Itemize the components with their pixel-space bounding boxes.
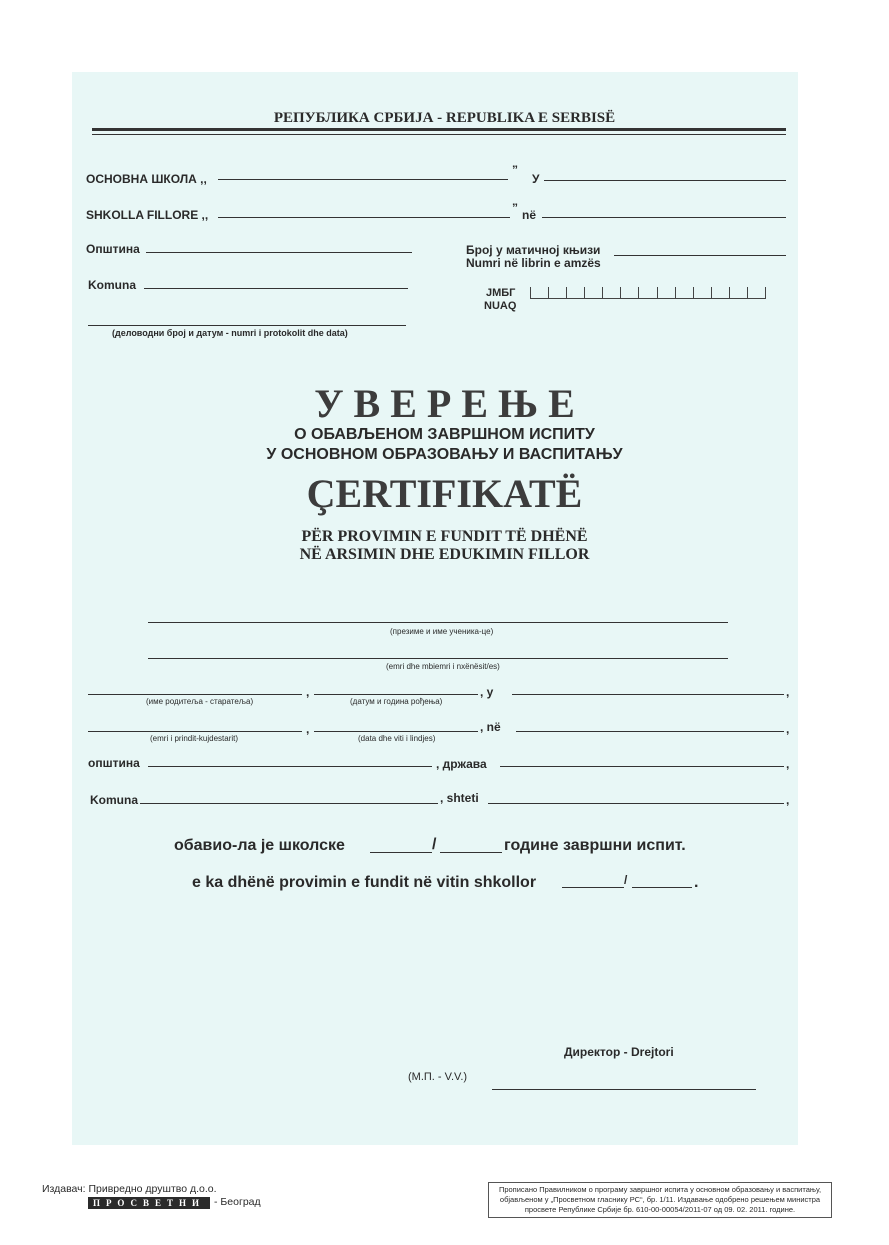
register-sr-label: Број у матичној књизи bbox=[466, 243, 601, 257]
school-sq-in-label: në bbox=[522, 208, 537, 222]
student-drzava-line[interactable] bbox=[500, 766, 784, 767]
student-name-sq-caption: (emri dhe mbiemri i nxënësit/es) bbox=[386, 662, 500, 671]
birth-place-sq-line[interactable] bbox=[516, 731, 784, 732]
parent-sr-comma: , bbox=[306, 685, 310, 699]
director-signature-line[interactable] bbox=[492, 1089, 756, 1090]
parent-sr-caption: (име родитеља - старатеља) bbox=[146, 697, 254, 706]
stamp-label: (М.П. - V.V.) bbox=[408, 1071, 468, 1083]
student-name-sq-line[interactable] bbox=[148, 658, 728, 659]
school-sq-label: SHKOLLA FILLORE ,, bbox=[86, 208, 209, 222]
certificate-subtitle-sr-1: О ОБАВЉЕНОМ ЗАВРШНОМ ИСПИТУ bbox=[294, 426, 595, 443]
publisher-city: - Београд bbox=[214, 1196, 261, 1208]
birth-place-sr-line[interactable] bbox=[512, 694, 784, 695]
opstina-line[interactable] bbox=[146, 252, 412, 253]
student-opstina-line[interactable] bbox=[148, 766, 432, 767]
birth-sr-line[interactable] bbox=[314, 694, 478, 695]
parent-sr-line[interactable] bbox=[88, 694, 302, 695]
certificate-sheet bbox=[72, 72, 798, 1145]
legal-notice-line-3: просвете Републике Србије бр. 610-00-00054/2011-07 од 09. 02. 2011. године. bbox=[524, 1205, 796, 1214]
protocol-caption: (деловодни број и датум - numri i protokolit dhe data) bbox=[112, 328, 348, 338]
school-sq-name-line[interactable] bbox=[218, 217, 510, 218]
school-sr-in-label: У bbox=[532, 172, 540, 186]
student-komuna-line[interactable] bbox=[140, 803, 438, 804]
protocol-line[interactable] bbox=[88, 325, 406, 326]
student-name-sr-caption: (презиме и име ученика-це) bbox=[390, 627, 494, 636]
completion-sr-year-1-line[interactable] bbox=[370, 852, 432, 853]
student-opstina-label: општина bbox=[88, 756, 140, 770]
completion-sq-year-1-line[interactable] bbox=[562, 887, 624, 888]
komuna-line[interactable] bbox=[144, 288, 408, 289]
student-drzava-label: , држава bbox=[436, 757, 487, 771]
legal-notice-line-1: Прописано Правилником о програму завршног испита у основном образовању и васпитању, bbox=[498, 1185, 822, 1194]
completion-sr-slash: / bbox=[432, 836, 437, 853]
legal-notice-line-2: објављеном у „Просветном гласнику РС“, бр. 1/11. Издавање одобрено решењем министра bbox=[499, 1195, 821, 1204]
school-sr-place-line[interactable] bbox=[544, 180, 786, 181]
completion-sq-before: e ka dhënë provimin e fundit në vitin shkollor bbox=[192, 874, 537, 891]
school-sq-close-quote: ” bbox=[512, 201, 518, 215]
completion-sr-before: обавио-ла је школске bbox=[174, 837, 345, 854]
header-rule-thin bbox=[92, 134, 786, 135]
completion-sq-period: . bbox=[694, 874, 699, 891]
header-rule-thick bbox=[92, 128, 786, 131]
certificate-title-sr: У В Е Р Е Њ Е bbox=[314, 381, 575, 426]
opstina-label: Општина bbox=[86, 242, 140, 256]
completion-sr-after: године завршни испит. bbox=[504, 837, 686, 854]
birth-place-sq-label: , në bbox=[480, 720, 501, 734]
birth-sq-line[interactable] bbox=[314, 731, 478, 732]
komuna-label: Komuna bbox=[88, 278, 136, 292]
student-shteti-comma: , bbox=[786, 793, 790, 807]
student-drzava-comma: , bbox=[786, 757, 790, 771]
birth-place-sr-comma: , bbox=[786, 685, 790, 699]
school-sr-close-quote: ” bbox=[512, 163, 518, 177]
birth-place-sr-label: , у bbox=[480, 685, 494, 699]
certificate-title-sq: ÇERTIFIKATË bbox=[306, 471, 583, 516]
student-name-sr-line[interactable] bbox=[148, 622, 728, 623]
birth-sq-caption: (data dhe viti i lindjes) bbox=[358, 734, 436, 743]
student-shteti-label: , shteti bbox=[440, 791, 479, 805]
school-sq-place-line[interactable] bbox=[542, 217, 786, 218]
parent-sq-line[interactable] bbox=[88, 731, 302, 732]
school-sr-name-line[interactable] bbox=[218, 179, 508, 180]
completion-sq-slash: / bbox=[624, 873, 628, 887]
register-number-line[interactable] bbox=[614, 255, 786, 256]
jmbg-sq-label: NUAQ bbox=[484, 300, 517, 312]
director-label: Директор - Drejtori bbox=[564, 1045, 674, 1059]
completion-sq-year-2-line[interactable] bbox=[632, 887, 692, 888]
birth-sr-caption: (датум и година рођења) bbox=[350, 697, 443, 706]
jmbg-input-cells[interactable] bbox=[530, 287, 766, 299]
parent-sq-caption: (emri i prindit-kujdestarit) bbox=[150, 734, 239, 743]
student-shteti-line[interactable] bbox=[488, 803, 784, 804]
register-sq-label: Numri në librin e amzës bbox=[466, 256, 601, 270]
birth-place-sq-comma: , bbox=[786, 722, 790, 736]
jmbg-sr-label: ЈМБГ bbox=[486, 287, 516, 299]
legal-notice-box bbox=[488, 1182, 832, 1218]
publisher-label: Издавач: Привредно друштво д.о.о. bbox=[42, 1183, 217, 1195]
publisher-logo: ПРОСВЕТНИ bbox=[88, 1197, 210, 1209]
certificate-subtitle-sr-2: У ОСНОВНОМ ОБРАЗОВАЊУ И ВАСПИТАЊУ bbox=[266, 446, 623, 463]
republic-heading: РЕПУБЛИКА СРБИЈА - REPUBLIKA E SERBISË bbox=[273, 110, 616, 126]
completion-sr-year-2-line[interactable] bbox=[440, 852, 502, 853]
certificate-subtitle-sq-2: NË ARSIMIN DHE EDUKIMIN FILLOR bbox=[299, 546, 590, 563]
certificate-subtitle-sq-1: PËR PROVIMIN E FUNDIT TË DHËNË bbox=[301, 528, 588, 545]
school-sr-label: ОСНОВНА ШКОЛА ,, bbox=[86, 172, 207, 186]
parent-sq-comma: , bbox=[306, 722, 310, 736]
student-komuna-label: Komuna bbox=[90, 793, 138, 807]
